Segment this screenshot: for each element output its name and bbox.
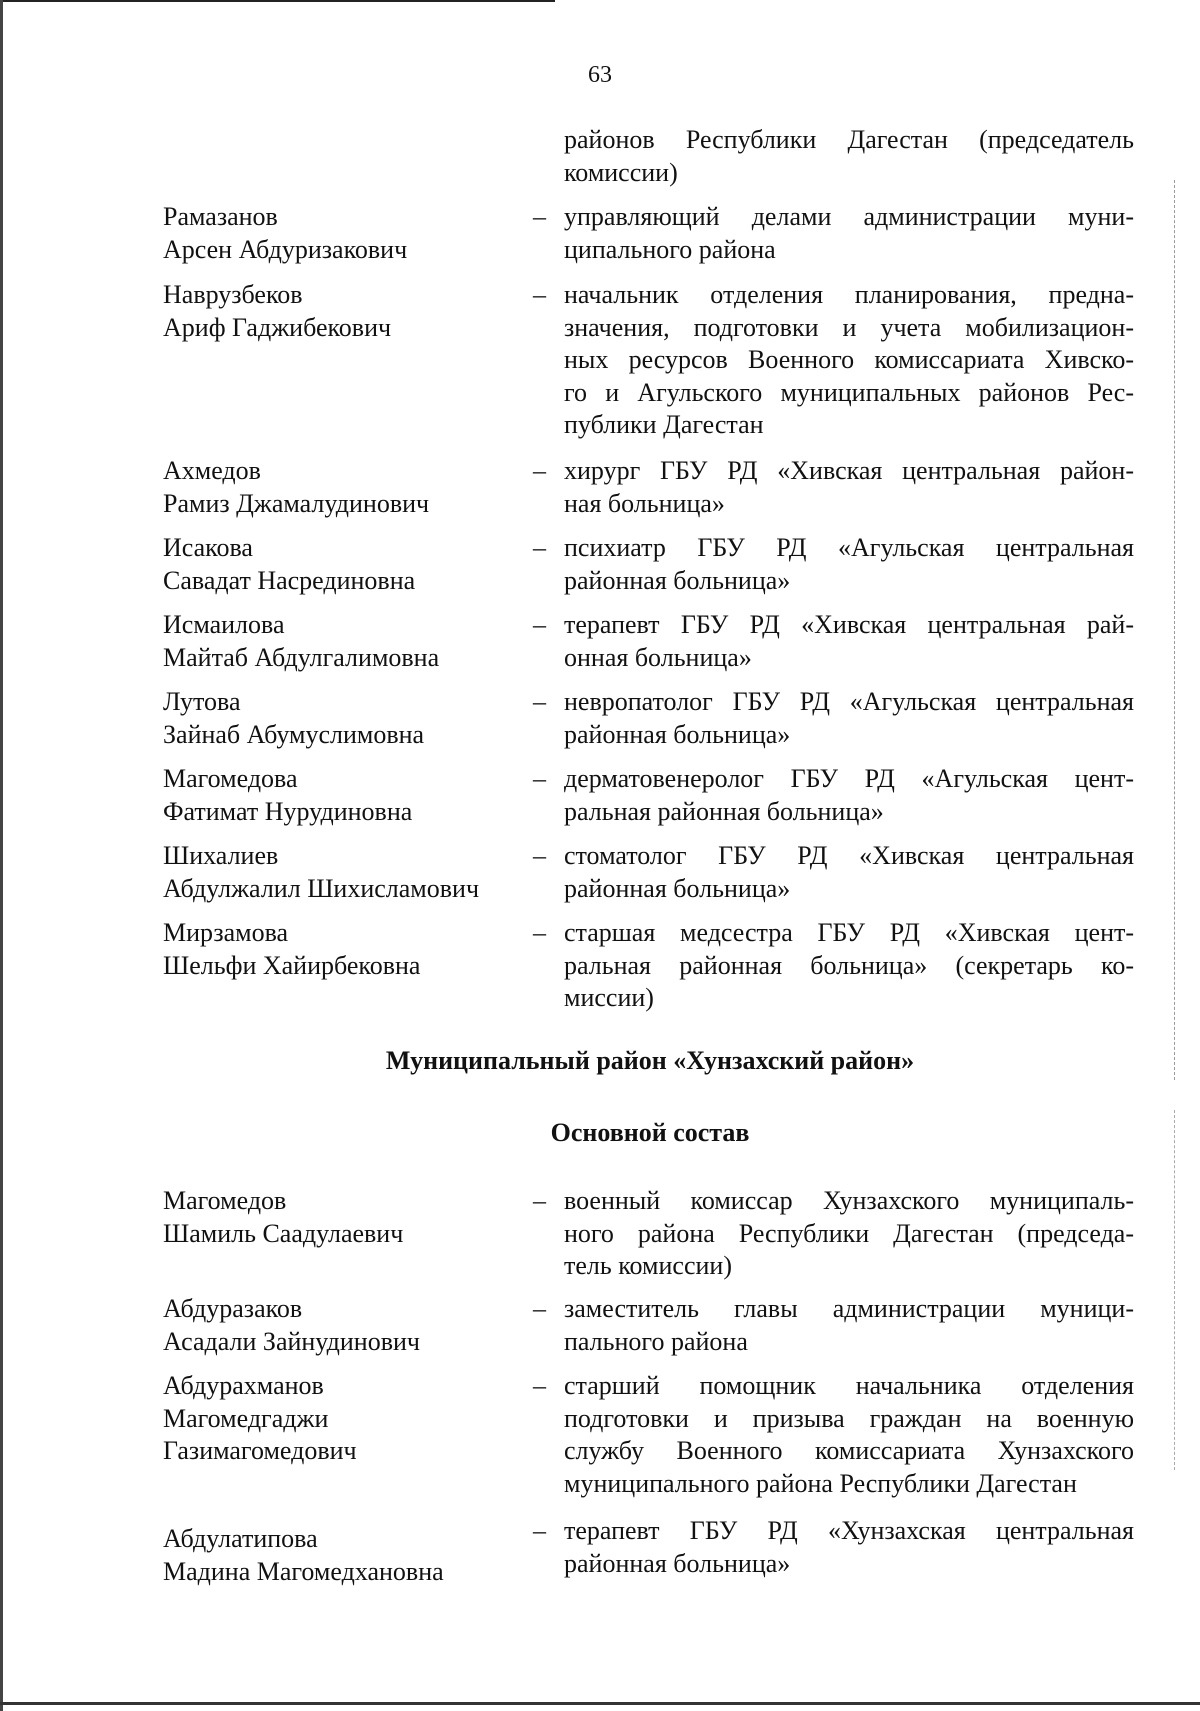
entry-dash: – <box>533 610 546 639</box>
member-name-line: Мадина Магомедхановна <box>163 1556 444 1586</box>
scan-border-top <box>0 0 555 2</box>
member-name-line: Лутова <box>163 687 241 716</box>
scan-border-bottom <box>0 1702 1200 1705</box>
member-position <box>564 763 1134 828</box>
scan-border-right <box>1174 180 1176 1080</box>
member-name <box>163 609 523 674</box>
member-name-line: Исакова <box>163 533 253 562</box>
entry-dash: – <box>533 1516 546 1545</box>
member-position-line: муниципального района Республики Дагестан <box>564 1468 1077 1498</box>
entry-dash: – <box>533 202 546 231</box>
member-position <box>564 1185 1134 1283</box>
member-name-line: Рамиз Джамалудинович <box>163 488 430 518</box>
entry-dash: – <box>533 764 546 793</box>
member-name <box>163 1370 523 1468</box>
member-position-line: подготовки и призыва граждан на военную <box>564 1403 1134 1433</box>
entry-dash: – <box>533 1294 546 1323</box>
member-position-line: заместитель главы администрации муници- <box>564 1294 1134 1323</box>
continuation-line: районов Республики Дагестан (председатель <box>564 125 1134 154</box>
member-position-line: ная больница» <box>564 488 725 518</box>
member-position-line: пального района <box>564 1326 748 1356</box>
member-name <box>163 1185 523 1250</box>
member-position-line: онная больница» <box>564 642 752 672</box>
member-position-line: терапевт ГБУ РД «Хунзахская центральная <box>564 1516 1134 1545</box>
member-position-line: ральная районная больница» <box>564 796 884 826</box>
member-name-line: Майтаб Абдулгалимовна <box>163 642 440 672</box>
member-name-line: Рамазанов <box>163 202 278 231</box>
entry-dash: – <box>533 1371 546 1400</box>
page-number: 63 <box>588 62 612 88</box>
member-name-line: Абдулатипова <box>163 1524 318 1553</box>
member-position-line: стоматолог ГБУ РД «Хивская центральная <box>564 841 1134 870</box>
member-name-line: Асадали Зайнудинович <box>163 1326 420 1356</box>
member-position-line: дерматовенеролог ГБУ РД «Агульская цент- <box>564 764 1134 793</box>
member-position-line: ных ресурсов Военного комиссариата Хивско- <box>564 345 1134 374</box>
entry-dash: – <box>533 841 546 870</box>
member-position-line: старшая медсестра ГБУ РД «Хивская цент- <box>564 918 1134 947</box>
member-position <box>564 1370 1134 1500</box>
member-position-line: ципального района <box>564 234 776 264</box>
member-position-line: ного района Республики Дагестан (председа- <box>564 1218 1134 1248</box>
member-name-line: Магомедгаджи <box>163 1403 329 1433</box>
member-position-line: публики Дагестан <box>564 410 764 439</box>
member-name-line: Фатимат Нурудиновна <box>163 796 413 826</box>
member-name-line: Шельфи Хайирбековна <box>163 950 421 980</box>
member-name-line: Наврузбеков <box>163 280 303 309</box>
member-name-line: Зайнаб Абумуслимовна <box>163 719 425 749</box>
member-name-line: Ахмедов <box>163 456 261 485</box>
member-name <box>163 532 523 597</box>
member-name-line: Шихалиев <box>163 841 279 870</box>
entry-dash: – <box>533 456 546 485</box>
member-name-line: Исмаилова <box>163 610 285 639</box>
member-position <box>564 609 1134 674</box>
member-name-line: Магомедов <box>163 1186 287 1215</box>
member-position-line: старший помощник начальника отделения <box>564 1371 1134 1400</box>
member-position-line: районная больница» <box>564 1548 791 1578</box>
member-position-line: районная больница» <box>564 565 791 595</box>
member-position-line: управляющий делами администрации муни- <box>564 202 1134 231</box>
member-name-line: Ариф Гаджибекович <box>163 312 392 342</box>
member-position <box>564 686 1134 751</box>
member-position-line: районная больница» <box>564 719 791 749</box>
member-position-line: го и Агульского муниципальных районов Рес- <box>564 377 1134 407</box>
entry-dash: – <box>533 533 546 562</box>
scan-border-left <box>0 0 3 1711</box>
member-position <box>564 201 1134 266</box>
member-position-line: ральная районная больница» (секретарь ко- <box>564 950 1134 980</box>
member-name-line: Мирзамова <box>163 918 289 947</box>
member-name <box>163 1293 523 1358</box>
member-position-line: районная больница» <box>564 873 791 903</box>
member-position <box>564 455 1134 520</box>
member-name-line: Абдурахманов <box>163 1371 324 1400</box>
member-position-line: службу Военного комиссариата Хунзахского <box>564 1436 1134 1465</box>
member-position-line: психиатр ГБУ РД «Агульская центральная <box>564 533 1134 562</box>
entry-dash: – <box>533 918 546 947</box>
member-position <box>564 840 1134 905</box>
scan-border-right-lower <box>1174 1110 1176 1470</box>
member-position-line: хирург ГБУ РД «Хивская центральная район- <box>564 456 1134 485</box>
member-name-line: Арсен Абдуризакович <box>163 234 408 264</box>
member-name <box>163 840 523 905</box>
member-name <box>163 1523 523 1588</box>
member-name-line: Газимагомедович <box>163 1436 357 1465</box>
member-position-line: военный комиссар Хунзахского муниципаль- <box>564 1186 1134 1215</box>
member-position <box>564 1515 1134 1580</box>
member-name <box>163 279 523 344</box>
member-name <box>163 917 523 982</box>
continuation-line: комиссии) <box>564 157 678 187</box>
entry-dash: – <box>533 1186 546 1215</box>
entry-dash: – <box>533 280 546 309</box>
member-position <box>564 1293 1134 1358</box>
member-position-line: начальник отделения планирования, предна- <box>564 280 1134 309</box>
member-name <box>163 455 523 520</box>
subsection-title: Основной состав <box>550 1118 750 1147</box>
member-name-line: Савадат Насрединовна <box>163 565 416 595</box>
member-name-line: Шамиль Саадулаевич <box>163 1218 404 1248</box>
member-position-line: значения, подготовки и учета мобилизацион- <box>564 312 1134 342</box>
member-name-line: Магомедова <box>163 764 298 793</box>
member-position-line: миссии) <box>564 983 654 1012</box>
member-position <box>564 917 1134 1015</box>
member-position-line: терапевт ГБУ РД «Хивская центральная рай- <box>564 610 1134 639</box>
member-position-line: невропатолог ГБУ РД «Агульская центральная <box>564 687 1134 716</box>
member-name-line: Абдуразаков <box>163 1294 303 1323</box>
section-title: Муниципальный район «Хунзахский район» <box>385 1046 915 1075</box>
member-name-line: Абдулжалил Шихисламович <box>163 873 480 903</box>
entry-dash: – <box>533 687 546 716</box>
member-name <box>163 686 523 751</box>
member-name <box>163 763 523 828</box>
member-name <box>163 201 523 266</box>
member-position-line: тель комиссии) <box>564 1251 732 1280</box>
member-position <box>564 532 1134 597</box>
member-position <box>564 279 1134 442</box>
continuation-text <box>564 124 1134 189</box>
